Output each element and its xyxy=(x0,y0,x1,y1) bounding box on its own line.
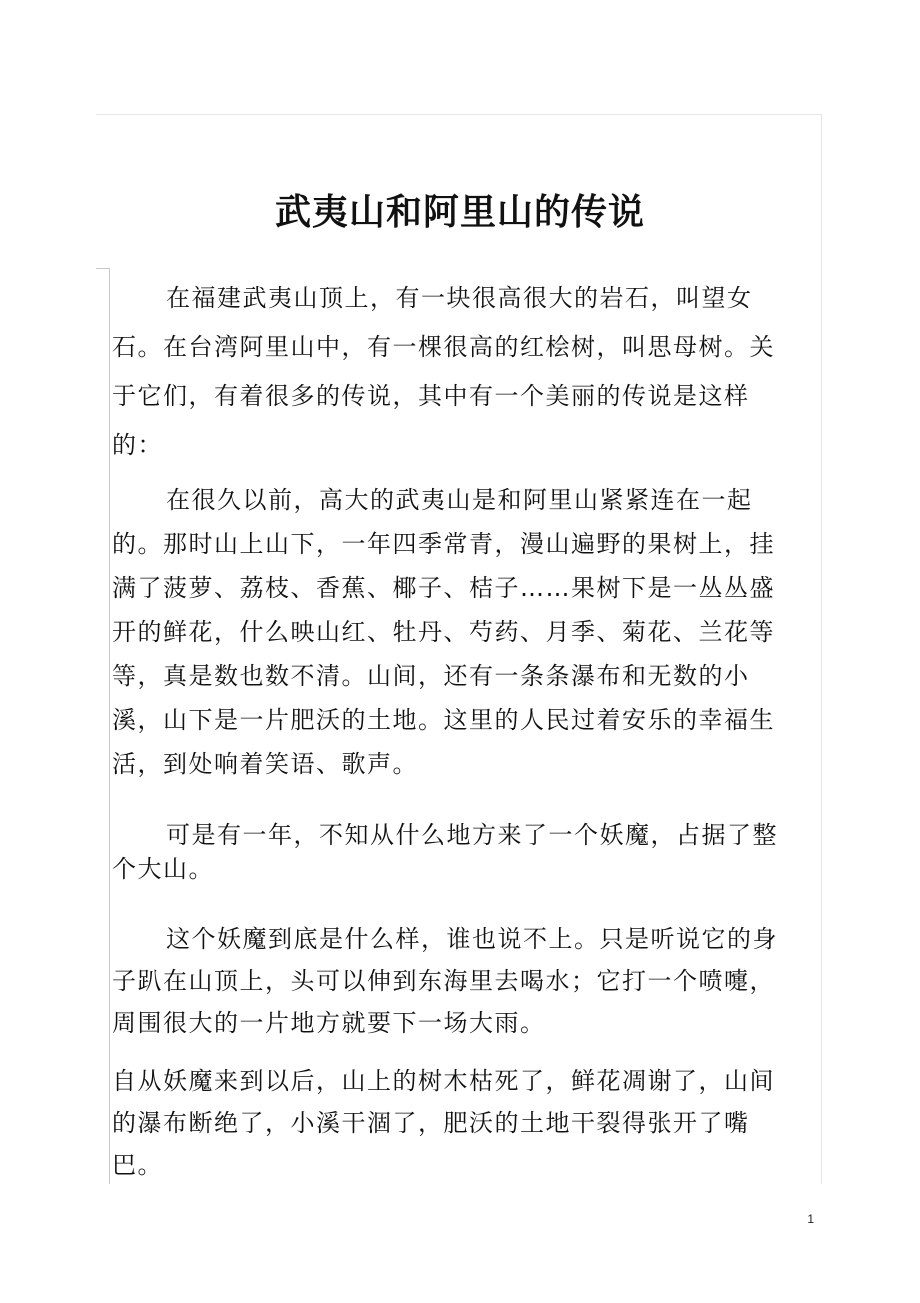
paragraph-3: 可是有一年，不知从什么地方来了一个妖魔，占据了整个大山。 xyxy=(112,821,778,883)
page-number: 1 xyxy=(807,1212,814,1226)
margin-corner-mark xyxy=(96,268,110,269)
paragraph-2: 在很久以前，高大的武夷山是和阿里山紧紧连在一起的。那时山上山下，一年四季常青，漫山遍野的果树上，挂满了菠萝、荔枝、香蕉、椰子、桔子……果树下是一丛丛盛开的鲜花，什么映山红、牡丹、芍药、月季、菊花、兰花等等，真是数也数不清。山间，还有一条条瀑布和无数的小溪，山下是一片肥沃的土地。这里的人民过着安乐的幸福生活，到处响着笑语、歌声。 xyxy=(112,486,775,778)
page-border-right xyxy=(821,114,822,1184)
text-margin-line xyxy=(109,268,110,1184)
paragraph-1: 在福建武夷山顶上，有一块很高很大的岩石，叫望女石。在台湾阿里山中，有一棵很高的红桧树，叫思母树。关于它们，有着很多的传说，其中有一个美丽的传说是这样的： xyxy=(112,284,775,459)
paragraph-5: 自从妖魔来到以后，山上的树木枯死了，鲜花凋谢了，山间的瀑布断绝了，小溪干涸了，肥沃的土地干裂得张开了嘴巴。 xyxy=(112,1067,775,1179)
document-title: 武夷山和阿里山的传说 xyxy=(274,191,645,234)
paragraph-4: 这个妖魔到底是什么样，谁也说不上。只是听说它的身子趴在山顶上，头可以伸到东海里去喝水；它打一个喷嚏，周围很大的一片地方就要下一场大雨。 xyxy=(112,925,778,1037)
page-border-top xyxy=(96,114,822,115)
